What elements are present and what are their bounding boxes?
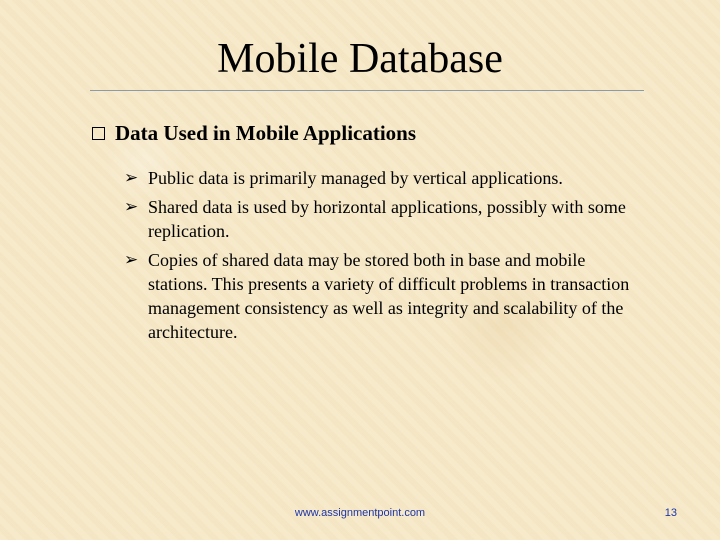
bullet-text: Public data is primarily managed by vertical applications.: [148, 168, 563, 188]
bullet-item: [124, 195, 644, 243]
bullet-item: [124, 166, 644, 190]
arrow-right-icon: ➢: [124, 168, 139, 188]
bullet-text: Shared data is used by horizontal applications, possibly with some replication.: [148, 197, 626, 241]
section-heading: [92, 119, 652, 147]
arrow-right-icon: ➢: [124, 197, 139, 217]
arrow-right-icon: ➢: [124, 250, 139, 270]
square-outline-icon: [92, 127, 105, 140]
bullet-item: [124, 248, 644, 344]
footer-url: www.assignmentpoint.com: [294, 507, 426, 519]
bullet-text: Copies of shared data may be stored both in base and mobile stations. This presents a variety of difficult problems in transaction management consistency as well as integrity and scalability of the architecture.: [148, 250, 630, 342]
bullet-list: [124, 166, 644, 349]
title-divider: [90, 90, 644, 91]
section-heading-text: Data Used in Mobile Applications: [115, 121, 417, 145]
page-number: 13: [664, 507, 677, 519]
slide-title: Mobile Database: [217, 36, 503, 82]
